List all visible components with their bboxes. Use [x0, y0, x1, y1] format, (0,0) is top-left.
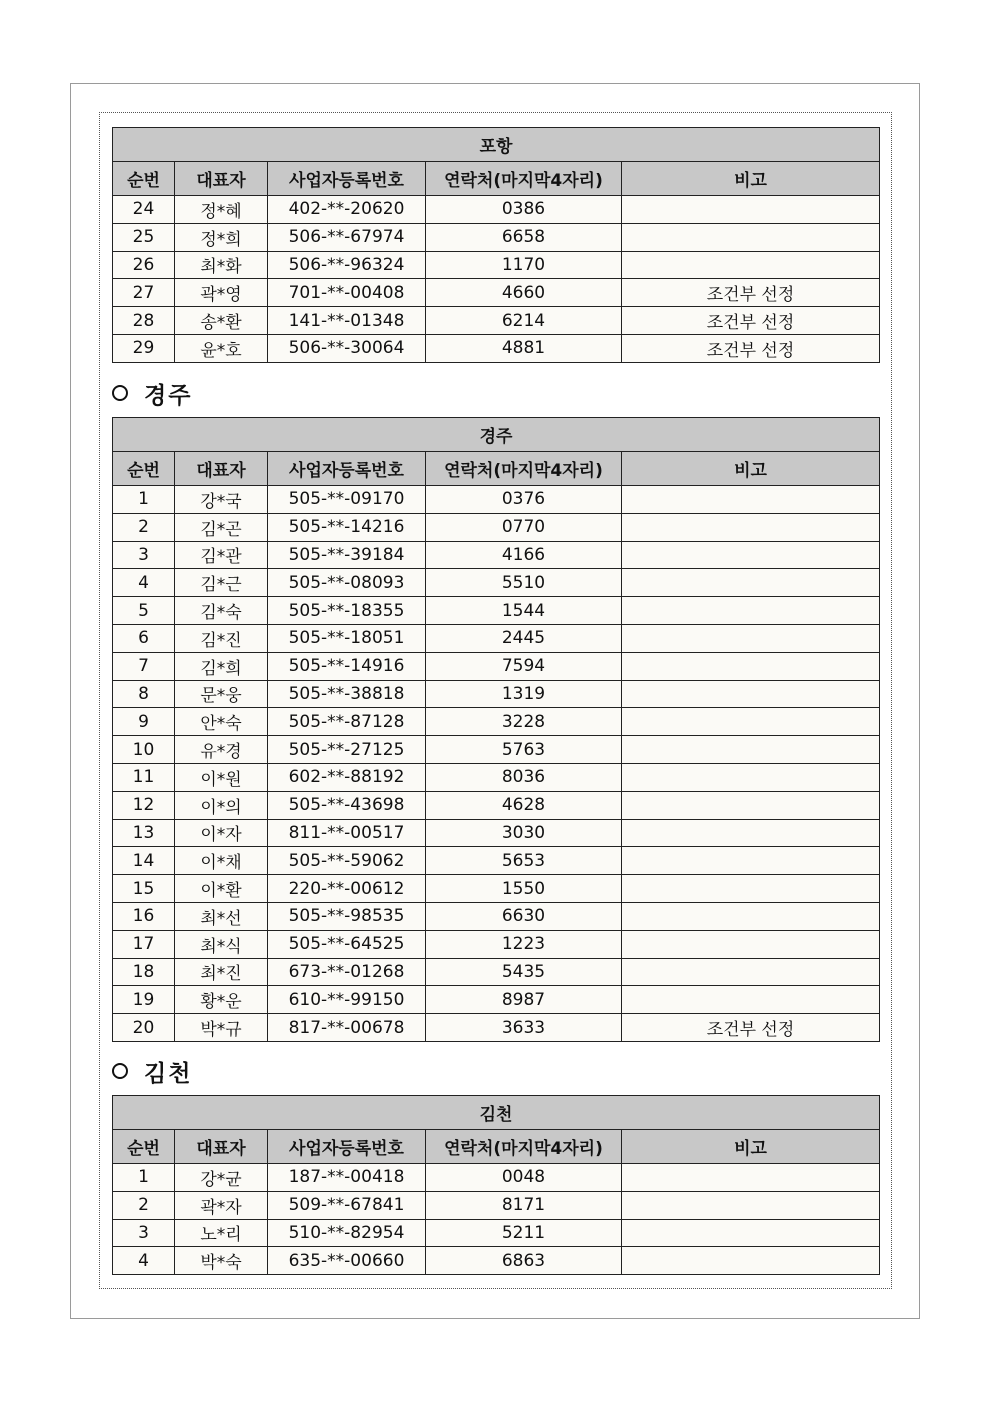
- row-number-cell: 20: [113, 1014, 175, 1042]
- gimcheon-table: [112, 1095, 880, 1275]
- business-number-cell: 509-**-67841: [268, 1191, 426, 1219]
- note-cell: [622, 736, 880, 764]
- representative-cell: 최*진: [175, 958, 268, 986]
- column-header: 대표자: [175, 452, 268, 486]
- table-row: [113, 930, 880, 958]
- row-number-cell: 14: [113, 847, 175, 875]
- business-number-cell: 141-**-01348: [268, 307, 426, 335]
- row-number-cell: 4: [113, 1247, 175, 1275]
- circle-bullet-icon: [112, 1063, 128, 1079]
- table-row: [113, 875, 880, 903]
- row-number-cell: 15: [113, 875, 175, 903]
- note-cell: 조건부 선정: [622, 279, 880, 307]
- contact-cell: 3228: [426, 708, 622, 736]
- table-caption: 경주: [113, 418, 880, 452]
- contact-cell: 0376: [426, 486, 622, 514]
- row-number-cell: 6: [113, 624, 175, 652]
- circle-bullet-icon: [112, 385, 128, 401]
- contact-cell: 8171: [426, 1191, 622, 1219]
- business-number-cell: 505-**-18051: [268, 624, 426, 652]
- representative-cell: 이*자: [175, 819, 268, 847]
- representative-cell: 윤*호: [175, 334, 268, 362]
- column-header: 대표자: [175, 162, 268, 196]
- representative-cell: 최*선: [175, 902, 268, 930]
- representative-cell: 강*균: [175, 1164, 268, 1192]
- business-number-cell: 505-**-09170: [268, 486, 426, 514]
- note-cell: [622, 791, 880, 819]
- row-number-cell: 18: [113, 958, 175, 986]
- representative-cell: 황*운: [175, 986, 268, 1014]
- table-row: [113, 736, 880, 764]
- note-cell: [622, 513, 880, 541]
- section-heading-gyeongju: [112, 378, 192, 408]
- contact-cell: 1544: [426, 597, 622, 625]
- representative-cell: 문*웅: [175, 680, 268, 708]
- representative-cell: 안*숙: [175, 708, 268, 736]
- table-row: [113, 541, 880, 569]
- table-row: [113, 763, 880, 791]
- note-cell: [622, 1247, 880, 1275]
- business-number-cell: 505-**-14216: [268, 513, 426, 541]
- business-number-cell: 505-**-08093: [268, 569, 426, 597]
- business-number-cell: 505-**-98535: [268, 902, 426, 930]
- table-row: [113, 334, 880, 362]
- column-header: 순번: [113, 162, 175, 196]
- contact-cell: 3633: [426, 1014, 622, 1042]
- representative-cell: 곽*영: [175, 279, 268, 307]
- row-number-cell: 28: [113, 307, 175, 335]
- row-number-cell: 17: [113, 930, 175, 958]
- contact-cell: 4881: [426, 334, 622, 362]
- contact-cell: 0048: [426, 1164, 622, 1192]
- table-row: [113, 958, 880, 986]
- row-number-cell: 16: [113, 902, 175, 930]
- row-number-cell: 26: [113, 251, 175, 279]
- section-heading-gimcheon: [112, 1056, 192, 1086]
- row-number-cell: 1: [113, 1164, 175, 1192]
- column-header: 순번: [113, 1130, 175, 1164]
- column-header: 비고: [622, 452, 880, 486]
- gimcheon-section: [112, 1095, 879, 1275]
- row-number-cell: 24: [113, 196, 175, 224]
- row-number-cell: 3: [113, 1219, 175, 1247]
- business-number-cell: 505-**-64525: [268, 930, 426, 958]
- column-header: 사업자등록번호: [268, 452, 426, 486]
- table-row: [113, 486, 880, 514]
- note-cell: [622, 875, 880, 903]
- table-row: [113, 569, 880, 597]
- business-number-cell: 220-**-00612: [268, 875, 426, 903]
- representative-cell: 노*리: [175, 1219, 268, 1247]
- contact-cell: 2445: [426, 624, 622, 652]
- representative-cell: 최*화: [175, 251, 268, 279]
- note-cell: 조건부 선정: [622, 307, 880, 335]
- row-number-cell: 25: [113, 223, 175, 251]
- table-row: [113, 1219, 880, 1247]
- contact-cell: 6658: [426, 223, 622, 251]
- table-row: [113, 1191, 880, 1219]
- table-row: [113, 680, 880, 708]
- contact-cell: 4166: [426, 541, 622, 569]
- business-number-cell: 817-**-00678: [268, 1014, 426, 1042]
- representative-cell: 김*근: [175, 569, 268, 597]
- note-cell: [622, 1191, 880, 1219]
- table-row: [113, 196, 880, 224]
- business-number-cell: 811-**-00517: [268, 819, 426, 847]
- column-header: 사업자등록번호: [268, 162, 426, 196]
- pohang-table: [112, 127, 880, 363]
- note-cell: [622, 986, 880, 1014]
- business-number-cell: 505-**-27125: [268, 736, 426, 764]
- table-row: [113, 279, 880, 307]
- business-number-cell: 701-**-00408: [268, 279, 426, 307]
- representative-cell: 김*관: [175, 541, 268, 569]
- gyeongju-table: [112, 417, 880, 1042]
- section-heading-label: 김천: [144, 1060, 193, 1087]
- note-cell: [622, 847, 880, 875]
- business-number-cell: 505-**-39184: [268, 541, 426, 569]
- business-number-cell: 506-**-30064: [268, 334, 426, 362]
- business-number-cell: 187-**-00418: [268, 1164, 426, 1192]
- representative-cell: 강*국: [175, 486, 268, 514]
- column-header: 순번: [113, 452, 175, 486]
- row-number-cell: 11: [113, 763, 175, 791]
- contact-cell: 1550: [426, 875, 622, 903]
- row-number-cell: 19: [113, 986, 175, 1014]
- note-cell: [622, 251, 880, 279]
- column-header: 대표자: [175, 1130, 268, 1164]
- business-number-cell: 506-**-96324: [268, 251, 426, 279]
- row-number-cell: 2: [113, 1191, 175, 1219]
- note-cell: [622, 708, 880, 736]
- contact-cell: 8987: [426, 986, 622, 1014]
- business-number-cell: 635-**-00660: [268, 1247, 426, 1275]
- table-row: [113, 819, 880, 847]
- row-number-cell: 3: [113, 541, 175, 569]
- business-number-cell: 505-**-87128: [268, 708, 426, 736]
- table-row: [113, 1014, 880, 1042]
- business-number-cell: 505-**-18355: [268, 597, 426, 625]
- representative-cell: 최*식: [175, 930, 268, 958]
- table-row: [113, 1164, 880, 1192]
- row-number-cell: 5: [113, 597, 175, 625]
- contact-cell: 5653: [426, 847, 622, 875]
- representative-cell: 이*환: [175, 875, 268, 903]
- representative-cell: 이*의: [175, 791, 268, 819]
- note-cell: [622, 819, 880, 847]
- note-cell: [622, 902, 880, 930]
- contact-cell: 5763: [426, 736, 622, 764]
- representative-cell: 정*희: [175, 223, 268, 251]
- representative-cell: 이*채: [175, 847, 268, 875]
- business-number-cell: 505-**-38818: [268, 680, 426, 708]
- contact-cell: 8036: [426, 763, 622, 791]
- contact-cell: 5211: [426, 1219, 622, 1247]
- section-heading-label: 경주: [144, 382, 193, 409]
- contact-cell: 6630: [426, 902, 622, 930]
- table-row: [113, 652, 880, 680]
- contact-cell: 7594: [426, 652, 622, 680]
- representative-cell: 곽*자: [175, 1191, 268, 1219]
- representative-cell: 박*숙: [175, 1247, 268, 1275]
- table-row: [113, 624, 880, 652]
- row-number-cell: 7: [113, 652, 175, 680]
- column-header: 연락처(마지막4자리): [426, 452, 622, 486]
- row-number-cell: 4: [113, 569, 175, 597]
- column-header: 비고: [622, 1130, 880, 1164]
- business-number-cell: 505-**-14916: [268, 652, 426, 680]
- representative-cell: 박*규: [175, 1014, 268, 1042]
- row-number-cell: 10: [113, 736, 175, 764]
- table-row: [113, 847, 880, 875]
- business-number-cell: 510-**-82954: [268, 1219, 426, 1247]
- column-header: 연락처(마지막4자리): [426, 162, 622, 196]
- note-cell: [622, 652, 880, 680]
- row-number-cell: 8: [113, 680, 175, 708]
- row-number-cell: 29: [113, 334, 175, 362]
- table-row: [113, 597, 880, 625]
- contact-cell: 1170: [426, 251, 622, 279]
- table-row: [113, 708, 880, 736]
- business-number-cell: 505-**-59062: [268, 847, 426, 875]
- contact-cell: 1223: [426, 930, 622, 958]
- table-row: [113, 251, 880, 279]
- business-number-cell: 402-**-20620: [268, 196, 426, 224]
- contact-cell: 1319: [426, 680, 622, 708]
- representative-cell: 김*숙: [175, 597, 268, 625]
- column-header: 비고: [622, 162, 880, 196]
- note-cell: [622, 930, 880, 958]
- note-cell: [622, 569, 880, 597]
- contact-cell: 5510: [426, 569, 622, 597]
- contact-cell: 0770: [426, 513, 622, 541]
- table-caption: 포항: [113, 128, 880, 162]
- column-header: 연락처(마지막4자리): [426, 1130, 622, 1164]
- note-cell: [622, 223, 880, 251]
- table-row: [113, 223, 880, 251]
- table-row: [113, 791, 880, 819]
- table-row: [113, 986, 880, 1014]
- note-cell: [622, 1219, 880, 1247]
- table-caption: 김천: [113, 1096, 880, 1130]
- representative-cell: 김*진: [175, 624, 268, 652]
- contact-cell: 3030: [426, 819, 622, 847]
- note-cell: [622, 486, 880, 514]
- business-number-cell: 505-**-43698: [268, 791, 426, 819]
- business-number-cell: 602-**-88192: [268, 763, 426, 791]
- note-cell: 조건부 선정: [622, 1014, 880, 1042]
- contact-cell: 5435: [426, 958, 622, 986]
- note-cell: [622, 624, 880, 652]
- contact-cell: 6214: [426, 307, 622, 335]
- note-cell: 조건부 선정: [622, 334, 880, 362]
- row-number-cell: 27: [113, 279, 175, 307]
- business-number-cell: 506-**-67974: [268, 223, 426, 251]
- row-number-cell: 12: [113, 791, 175, 819]
- representative-cell: 이*원: [175, 763, 268, 791]
- row-number-cell: 2: [113, 513, 175, 541]
- table-row: [113, 513, 880, 541]
- business-number-cell: 673-**-01268: [268, 958, 426, 986]
- representative-cell: 송*환: [175, 307, 268, 335]
- column-header: 사업자등록번호: [268, 1130, 426, 1164]
- representative-cell: 유*경: [175, 736, 268, 764]
- note-cell: [622, 958, 880, 986]
- representative-cell: 김*희: [175, 652, 268, 680]
- note-cell: [622, 196, 880, 224]
- contact-cell: 4628: [426, 791, 622, 819]
- note-cell: [622, 680, 880, 708]
- note-cell: [622, 1164, 880, 1192]
- row-number-cell: 13: [113, 819, 175, 847]
- row-number-cell: 1: [113, 486, 175, 514]
- note-cell: [622, 597, 880, 625]
- table-row: [113, 1247, 880, 1275]
- table-row: [113, 307, 880, 335]
- row-number-cell: 9: [113, 708, 175, 736]
- gyeongju-section: [112, 417, 879, 1042]
- representative-cell: 정*혜: [175, 196, 268, 224]
- note-cell: [622, 541, 880, 569]
- contact-cell: 6863: [426, 1247, 622, 1275]
- table-row: [113, 902, 880, 930]
- note-cell: [622, 763, 880, 791]
- contact-cell: 4660: [426, 279, 622, 307]
- pohang-section: [112, 127, 879, 363]
- representative-cell: 김*곤: [175, 513, 268, 541]
- business-number-cell: 610-**-99150: [268, 986, 426, 1014]
- contact-cell: 0386: [426, 196, 622, 224]
